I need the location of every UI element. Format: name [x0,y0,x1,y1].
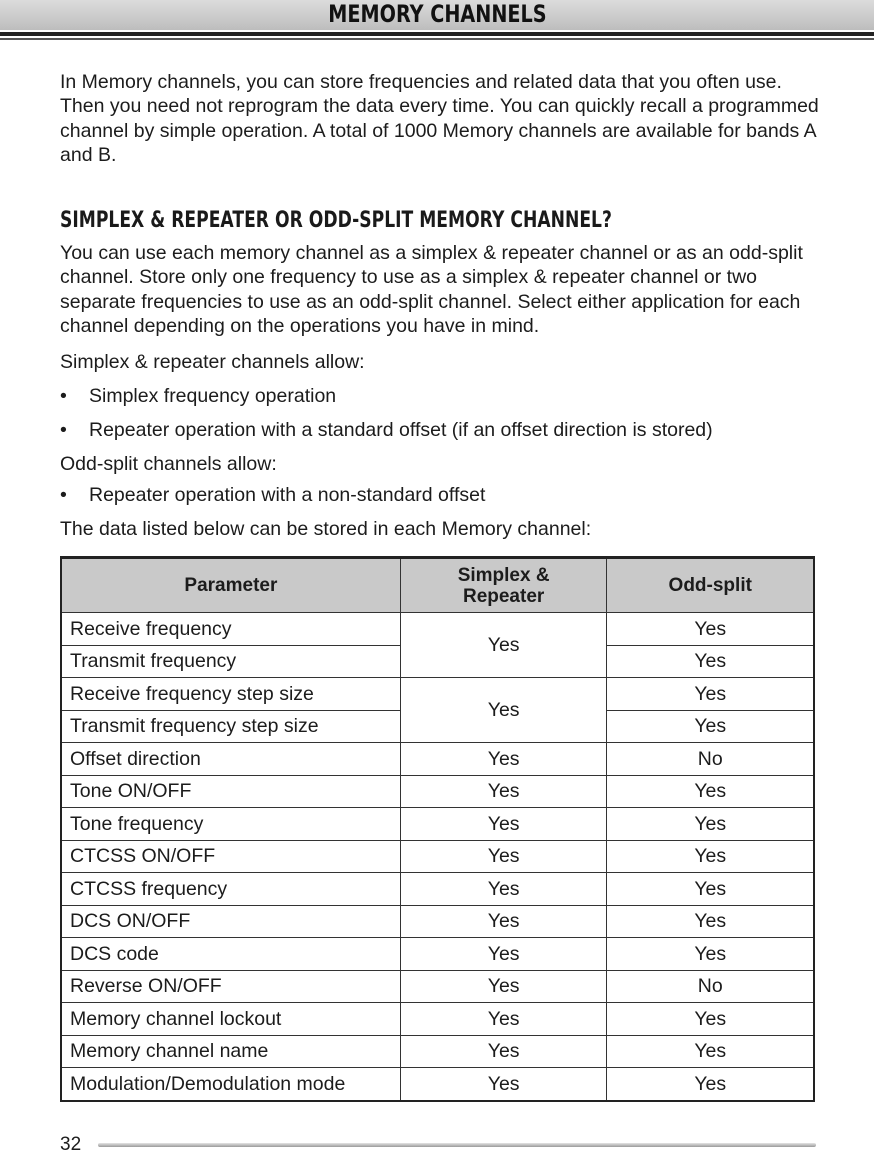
column-header-parameter: Parameter [61,558,400,613]
header-rule-thin [0,38,874,40]
intro-paragraph: In Memory channels, you can store frequencies and related data that you often use. Then you need not reprogram the data every time. You can quickly recall a programmed channel by simple operation. A total of 1000 Memory channels are available for bands A and B. [60,71,819,166]
table-row [61,743,814,776]
section-paragraph: You can use each memory channel as a simplex & repeater channel or as an odd-split channel. Store only one frequency to use as a simplex & repeater channel or two separate frequencies to use as an odd-split channel. Select either application for each channel depending on the operations you have in mind. [60,242,803,337]
page-number: 32 [60,1134,82,1155]
column-header-odd-split: Odd-split [607,558,814,613]
table-cell-parameter: Receive frequency step size [61,678,400,711]
table-cell-oddsplit: Yes [607,645,814,678]
table-cell-parameter: CTCSS ON/OFF [61,840,400,873]
column-header-simplex-repeater: Simplex & Repeater [400,558,607,613]
table-cell-oddsplit: Yes [607,873,814,906]
table-row [61,808,814,841]
table-cell-oddsplit: Yes [607,678,814,711]
table-cell-oddsplit: Yes [607,938,814,971]
table-cell-simplex: Yes [400,613,607,678]
table-row [61,775,814,808]
table-header-row [61,558,814,613]
table-cell-parameter: Receive frequency [61,613,400,646]
table-cell-oddsplit: Yes [607,613,814,646]
table-cell-simplex: Yes [400,1003,607,1036]
table-cell-simplex: Yes [400,905,607,938]
table-cell-oddsplit: Yes [607,840,814,873]
table-row [61,1068,814,1101]
table-cell-parameter: Memory channel lockout [61,1003,400,1036]
table-row [61,873,814,906]
header-bar [0,0,874,30]
table-cell-oddsplit: Yes [607,1035,814,1068]
bullet-icon: • [60,385,67,407]
table-intro: The data listed below can be stored in each Memory channel: [60,518,592,540]
table-row [61,613,814,646]
table-cell-parameter: DCS ON/OFF [61,905,400,938]
table-row [61,970,814,1003]
oddsplit-heading: Odd-split channels allow: [60,453,277,475]
table-cell-oddsplit: Yes [607,808,814,841]
table-cell-parameter: Offset direction [61,743,400,776]
memory-data-table [60,556,815,1102]
table-cell-oddsplit: Yes [607,1068,814,1101]
list-item-text: Repeater operation with a standard offset (if an offset direction is stored) [89,419,713,441]
header-rule-thick [0,32,874,36]
table-row [61,938,814,971]
table-cell-parameter: DCS code [61,938,400,971]
footer-divider [98,1143,816,1147]
table-row [61,678,814,711]
table-cell-parameter: Modulation/Demodulation mode [61,1068,400,1101]
table-row [61,905,814,938]
table-cell-oddsplit: Yes [607,905,814,938]
table-cell-parameter: Memory channel name [61,1035,400,1068]
simplex-heading: Simplex & repeater channels allow: [60,351,365,373]
section-title: SIMPLEX & REPEATER OR ODD-SPLIT MEMORY CHANNEL? [60,208,612,233]
table-cell-simplex: Yes [400,938,607,971]
table-cell-simplex: Yes [400,808,607,841]
table-cell-simplex: Yes [400,743,607,776]
section-paragraph-block [60,241,820,338]
table-cell-simplex: Yes [400,1035,607,1068]
table-cell-simplex: Yes [400,678,607,743]
bullet-icon: • [60,484,67,506]
table-cell-simplex: Yes [400,840,607,873]
table-cell-simplex: Yes [400,1068,607,1101]
table-cell-simplex: Yes [400,775,607,808]
table-row [61,1035,814,1068]
page-title: MEMORY CHANNELS [327,0,547,28]
table-cell-oddsplit: No [607,743,814,776]
intro-block [60,70,820,167]
table-cell-oddsplit: No [607,970,814,1003]
table-cell-oddsplit: Yes [607,1003,814,1036]
table-cell-parameter: Transmit frequency [61,645,400,678]
bullet-icon: • [60,419,67,441]
table-cell-simplex: Yes [400,873,607,906]
table-cell-simplex: Yes [400,970,607,1003]
table-cell-parameter: Reverse ON/OFF [61,970,400,1003]
list-item-text: Simplex frequency operation [89,385,337,407]
table-cell-oddsplit: Yes [607,710,814,743]
table-row [61,840,814,873]
table-row [61,1003,814,1036]
table-cell-parameter: Tone frequency [61,808,400,841]
table-cell-parameter: CTCSS frequency [61,873,400,906]
list-item-text: Repeater operation with a non-standard offset [89,484,486,506]
table-cell-parameter: Tone ON/OFF [61,775,400,808]
table-cell-parameter: Transmit frequency step size [61,710,400,743]
table-cell-oddsplit: Yes [607,775,814,808]
